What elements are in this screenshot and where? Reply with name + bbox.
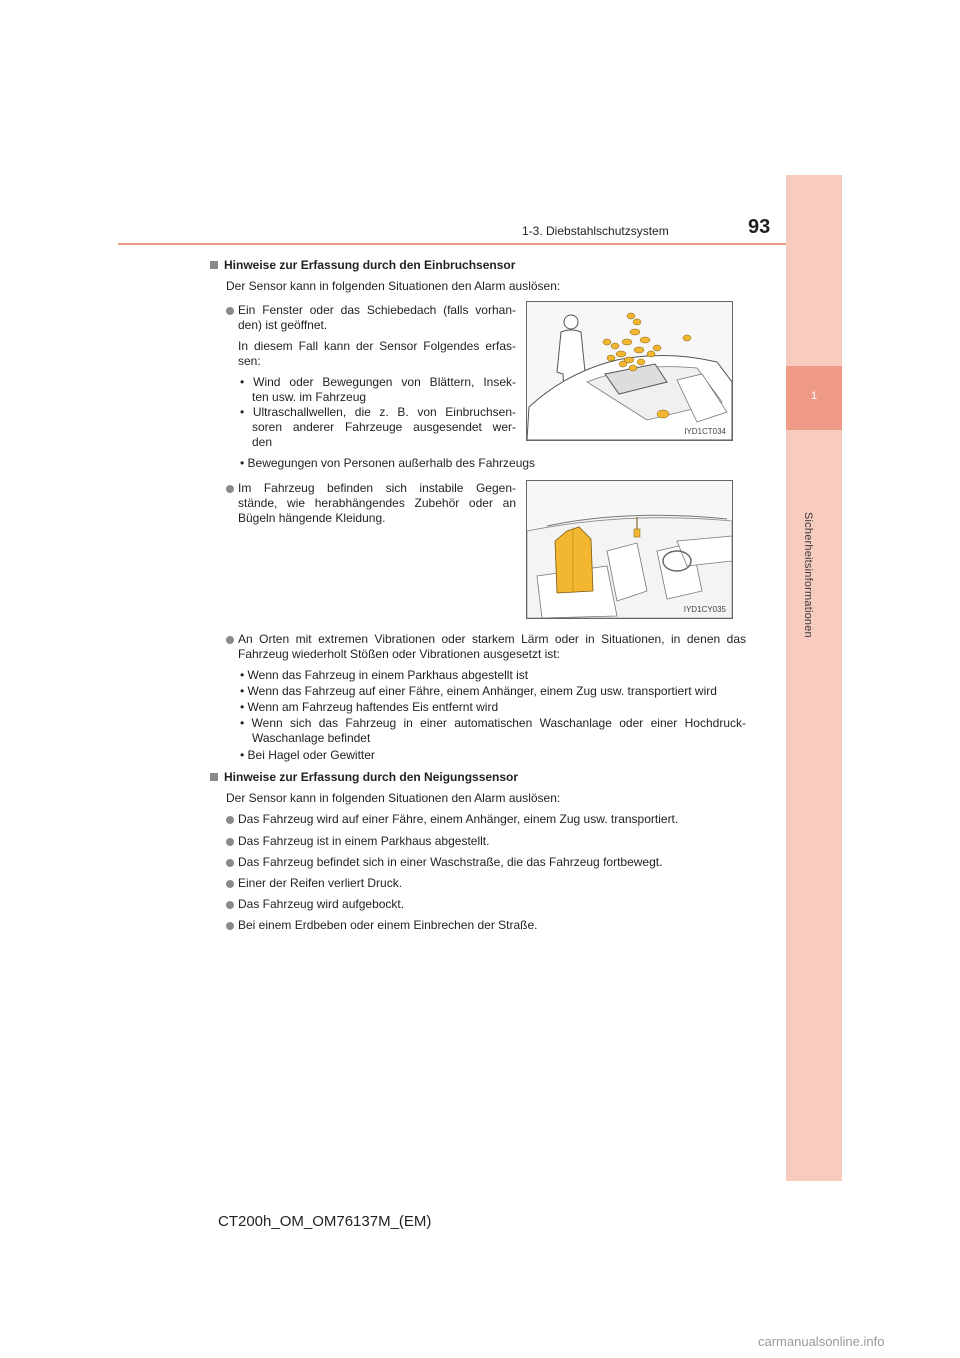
sub-bullet: • Wenn am Fahrzeug haftendes Eis entfernt wird: [240, 700, 499, 714]
item-text: Im Fahrzeug befinden sich instabile Gegen-: [238, 481, 516, 495]
item-text: stände, wie herabhängendes Zubehör oder an: [238, 496, 516, 510]
square-bullet-icon: [210, 261, 218, 269]
square-bullet-icon: [210, 773, 218, 781]
item-text: den) ist geöffnet.: [238, 318, 328, 332]
list-item: Das Fahrzeug wird auf einer Fähre, einem Anhänger, einem Zug usw. transportiert.: [238, 812, 679, 826]
list-item: Einer der Reifen verliert Druck.: [238, 876, 403, 890]
chapter-sidebar: [786, 175, 842, 1181]
sub-bullet: ten usw. im Fahrzeug: [252, 390, 367, 404]
bullet-icon: [226, 838, 234, 846]
sub-bullet: • Wenn sich das Fahrzeug in einer automatischen Waschanlage oder einer Hochdruck-: [240, 716, 746, 730]
sub-bullet: Waschanlage befindet: [252, 731, 371, 745]
bullet-icon: [226, 880, 234, 888]
section-intro: Der Sensor kann in folgenden Situationen den Alarm auslösen:: [226, 279, 561, 293]
heading-text: Hinweise zur Erfassung durch den Einbruchsensor: [224, 258, 516, 272]
list-item: Das Fahrzeug befindet sich in einer Waschstraße, die das Fahrzeug fortbewegt.: [238, 855, 663, 869]
car-interior-illustration: [527, 481, 732, 618]
chapter-number: 1: [810, 390, 818, 402]
sub-bullet: • Wenn das Fahrzeug in einem Parkhaus abgestellt ist: [240, 668, 529, 682]
list-item: Das Fahrzeug ist in einem Parkhaus abgestellt.: [238, 834, 490, 848]
sub-bullet: • Bewegungen von Personen außerhalb des Fahrzeugs: [240, 456, 536, 470]
watermark-link[interactable]: carmanualsonline.info: [758, 1334, 885, 1349]
chapter-title: Sicherheitsinformationen: [802, 512, 814, 638]
bullet-icon: [226, 816, 234, 824]
bullet-icon: [226, 636, 234, 644]
header-rule: [118, 243, 786, 245]
bullet-icon: [226, 922, 234, 930]
sub-bullet: • Wenn das Fahrzeug auf einer Fähre, einem Anhänger, einem Zug usw. transportiert wird: [240, 684, 717, 698]
sub-bullet: den: [252, 435, 273, 449]
item-text: Fahrzeug wiederholt Stößen oder Vibrationen ausgesetzt ist:: [238, 647, 560, 661]
sub-bullet: • Ultraschallwellen, die z. B. von Einbruchsen-: [240, 405, 516, 419]
sub-bullet: • Wind oder Bewegungen von Blättern, Insek-: [240, 375, 516, 389]
section-intro: Der Sensor kann in folgenden Situationen den Alarm auslösen:: [226, 791, 561, 805]
sub-bullet: • Bei Hagel oder Gewitter: [240, 748, 375, 762]
list-item: Das Fahrzeug wird aufgebockt.: [238, 897, 405, 911]
figure-code: IYD1CT034: [684, 427, 726, 436]
car-sunroof-illustration: [527, 302, 732, 440]
figure-hanging-clothing: [526, 480, 733, 619]
sub-bullet: soren anderer Fahrzeuge ausgesendet wer-: [252, 420, 516, 434]
page-number: 93: [748, 216, 771, 238]
bullet-icon: [226, 901, 234, 909]
chapter-tab: [786, 366, 842, 430]
section-heading-intrusion: [210, 258, 515, 272]
bullet-icon: [226, 307, 234, 315]
bullet-icon: [226, 859, 234, 867]
figure-open-sunroof: [526, 301, 733, 441]
section-header: 1-3. Diebstahlschutzsystem: [522, 224, 669, 238]
heading-text: Hinweise zur Erfassung durch den Neigungssensor: [224, 770, 519, 784]
item-subtext: In diesem Fall kann der Sensor Folgendes erfas-: [238, 339, 516, 353]
item-text: Bügeln hängende Kleidung.: [238, 511, 386, 525]
item-text: Ein Fenster oder das Schiebedach (falls vorhan-: [238, 303, 516, 317]
item-subtext: sen:: [238, 354, 261, 368]
item-text: An Orten mit extremen Vibrationen oder starkem Lärm oder in Situationen, in denen das: [238, 632, 746, 646]
document-code: CT200h_OM_OM76137M_(EM): [218, 1213, 432, 1230]
section-heading-tilt: [210, 770, 518, 784]
figure-code: IYD1CY035: [683, 605, 726, 614]
bullet-icon: [226, 485, 234, 493]
list-item: Bei einem Erdbeben oder einem Einbrechen der Straße.: [238, 918, 538, 932]
